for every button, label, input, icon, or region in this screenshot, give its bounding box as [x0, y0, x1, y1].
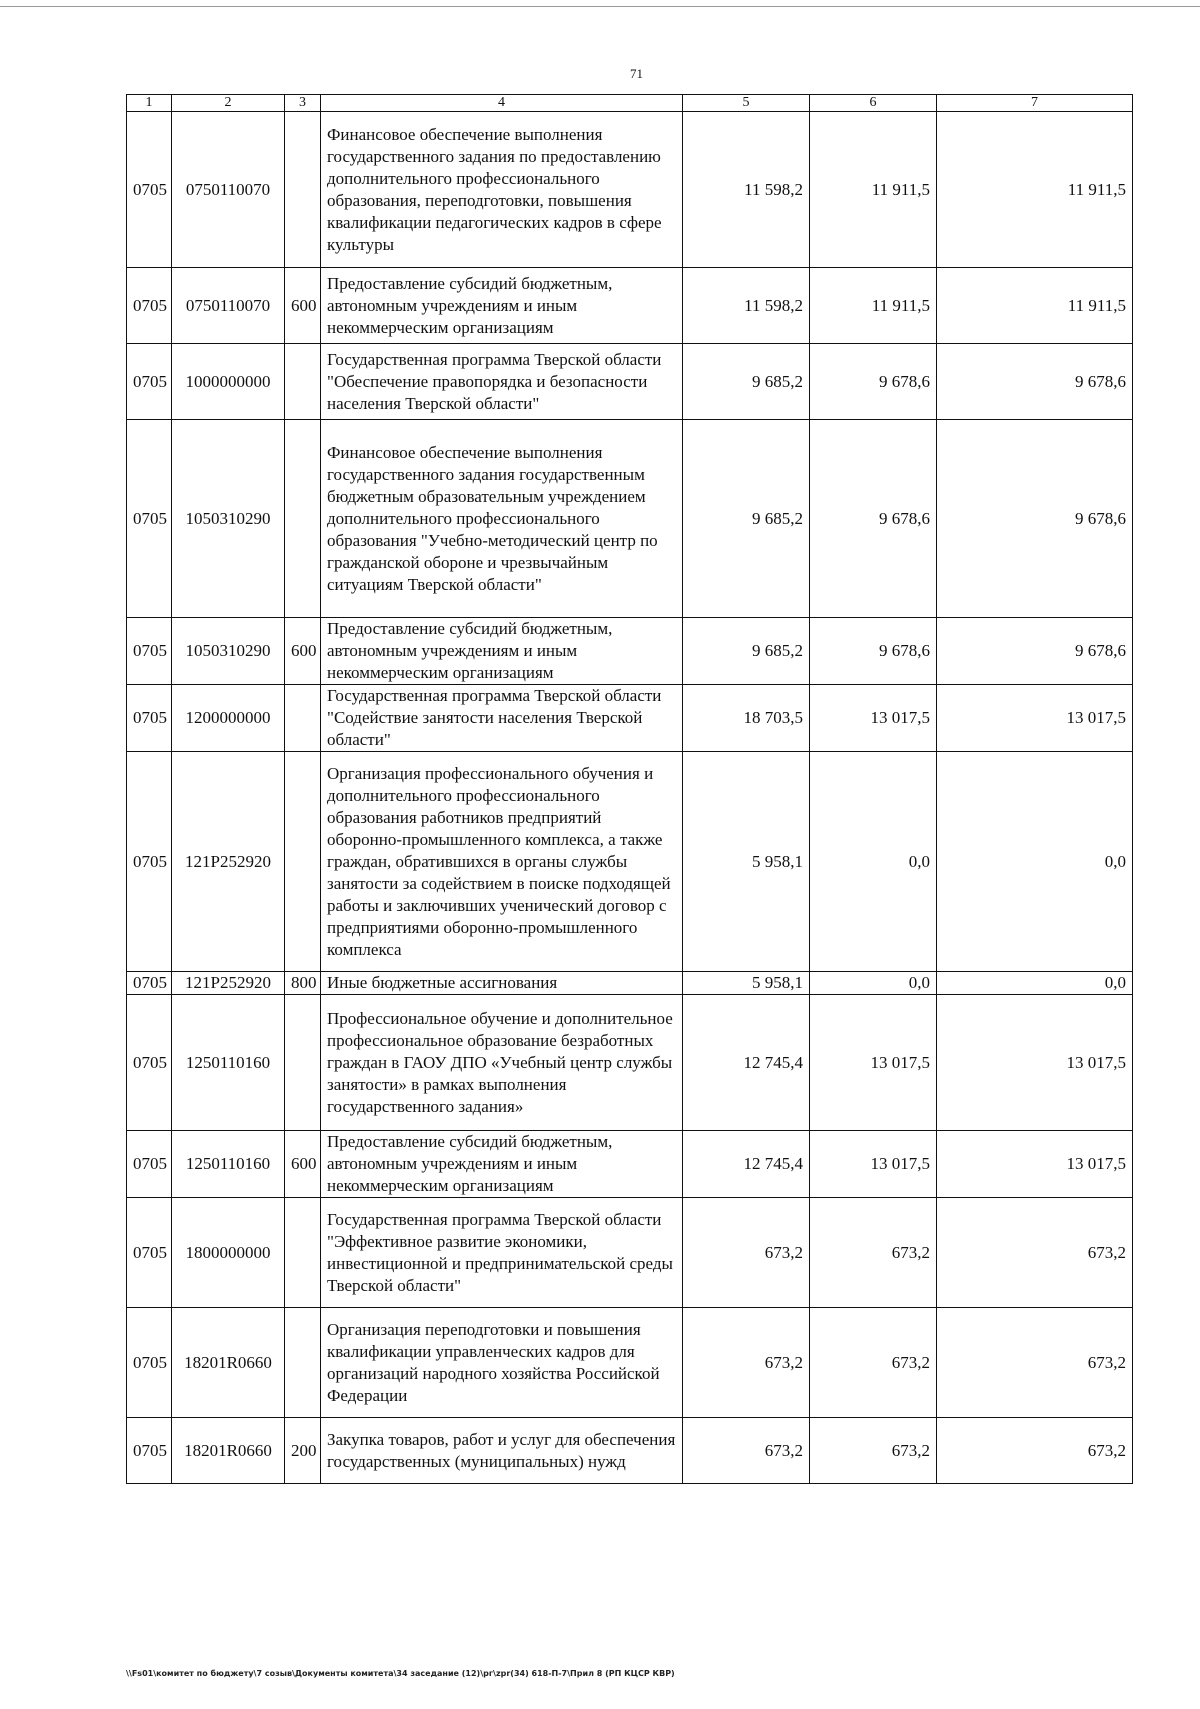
amount-year1-cell: 9 685,2: [683, 420, 810, 618]
name-cell: Государственная программа Тверской области "Обеспечение правопорядка и безопасности населения Тверской области": [321, 344, 683, 420]
vr-cell: [285, 1308, 321, 1418]
amount-year2-cell: 11 911,5: [810, 268, 937, 344]
amount-year3-cell: 11 911,5: [937, 112, 1133, 268]
page-number: 71: [630, 66, 643, 81]
amount-year3-cell: 673,2: [937, 1308, 1133, 1418]
budget-table: [126, 94, 1133, 1484]
vr-cell: 600: [285, 618, 321, 685]
csr-cell: 1250110160: [172, 1131, 285, 1198]
name-cell: Закупка товаров, работ и услуг для обеспечения государственных (муниципальных) нужд: [321, 1418, 683, 1484]
name-cell: Иные бюджетные ассигнования: [321, 972, 683, 995]
name-cell: Организация переподготовки и повышения квалификации управленческих кадров для организаций народного хозяйства Российской Федерации: [321, 1308, 683, 1418]
name-cell: Финансовое обеспечение выполнения государственного задания государственным бюджетным образовательным учреждением дополнительного профессионального образования "Учебно-методический центр по гражданской обороне и чрезвычайным ситуациям Тверской области": [321, 420, 683, 618]
amount-year2-cell: 9 678,6: [810, 420, 937, 618]
vr-cell: 600: [285, 1131, 321, 1198]
table-row: [127, 752, 1133, 972]
csr-cell: 121P252920: [172, 972, 285, 995]
file-path-footer: \\Fs01\комитет по бюджету\7 созыв\Документы комитета\34 заседание (12)\рг\zpr(34) 618-П-7\Прил 8 (РП КЦСР КВР): [126, 1669, 675, 1678]
amount-year2-cell: 9 678,6: [810, 618, 937, 685]
csr-cell: 1200000000: [172, 685, 285, 752]
vr-cell: 200: [285, 1418, 321, 1484]
vr-cell: [285, 1198, 321, 1308]
header-cell-5: 5: [683, 95, 810, 112]
name-cell: Организация профессионального обучения и дополнительного профессионального образования работников предприятий оборонно-промышленного комплекса, а также граждан, обратившихся в органы службы занятости за содействием в поиске подходящей работы и заключивших ученический договор с предприятиями оборонно-промышленного комплекса: [321, 752, 683, 972]
name-cell: Государственная программа Тверской области "Эффективное развитие экономики, инвестиционной и предпринимательской среды Тверской области": [321, 1198, 683, 1308]
razdel-cell: 0705: [127, 972, 172, 995]
name-cell: Финансовое обеспечение выполнения государственного задания по предоставлению дополнительного профессионального образования, переподготовки, повышения квалификации педагогических кадров в сфере культуры: [321, 112, 683, 268]
csr-cell: 1000000000: [172, 344, 285, 420]
name-cell: Государственная программа Тверской области "Содействие занятости населения Тверской области": [321, 685, 683, 752]
vr-cell: 600: [285, 268, 321, 344]
amount-year2-cell: 13 017,5: [810, 685, 937, 752]
header-cell-6: 6: [810, 95, 937, 112]
vr-cell: [285, 344, 321, 420]
amount-year3-cell: 0,0: [937, 752, 1133, 972]
table-row: [127, 972, 1133, 995]
table-row: [127, 995, 1133, 1131]
name-cell: Профессиональное обучение и дополнительное профессиональное образование безработных граждан в ГАОУ ДПО «Учебный центр службы занятости» в рамках выполнения государственного задания»: [321, 995, 683, 1131]
amount-year2-cell: 0,0: [810, 972, 937, 995]
table-row: [127, 1131, 1133, 1198]
amount-year2-cell: 9 678,6: [810, 344, 937, 420]
amount-year3-cell: 673,2: [937, 1198, 1133, 1308]
amount-year1-cell: 11 598,2: [683, 112, 810, 268]
header-cell-7: 7: [937, 95, 1133, 112]
amount-year1-cell: 673,2: [683, 1418, 810, 1484]
amount-year3-cell: 673,2: [937, 1418, 1133, 1484]
amount-year1-cell: 12 745,4: [683, 1131, 810, 1198]
csr-cell: 1050310290: [172, 420, 285, 618]
amount-year1-cell: 9 685,2: [683, 618, 810, 685]
csr-cell: 1250110160: [172, 995, 285, 1131]
razdel-cell: 0705: [127, 995, 172, 1131]
amount-year3-cell: 0,0: [937, 972, 1133, 995]
name-cell: Предоставление субсидий бюджетным, автономным учреждениям и иным некоммерческим организациям: [321, 268, 683, 344]
header-cell-3: 3: [285, 95, 321, 112]
table-row: [127, 268, 1133, 344]
amount-year1-cell: 673,2: [683, 1308, 810, 1418]
csr-cell: 1800000000: [172, 1198, 285, 1308]
amount-year1-cell: 673,2: [683, 1198, 810, 1308]
csr-cell: 0750110070: [172, 268, 285, 344]
amount-year2-cell: 673,2: [810, 1418, 937, 1484]
csr-cell: 18201R0660: [172, 1308, 285, 1418]
table-row: [127, 112, 1133, 268]
csr-cell: 0750110070: [172, 112, 285, 268]
amount-year3-cell: 9 678,6: [937, 344, 1133, 420]
table-row: [127, 685, 1133, 752]
table-header-row: [127, 95, 1133, 112]
amount-year1-cell: 11 598,2: [683, 268, 810, 344]
table-row: [127, 1418, 1133, 1484]
name-cell: Предоставление субсидий бюджетным, автономным учреждениям и иным некоммерческим организациям: [321, 618, 683, 685]
razdel-cell: 0705: [127, 268, 172, 344]
header-cell-2: 2: [172, 95, 285, 112]
amount-year3-cell: 13 017,5: [937, 685, 1133, 752]
amount-year3-cell: 9 678,6: [937, 420, 1133, 618]
razdel-cell: 0705: [127, 1198, 172, 1308]
amount-year1-cell: 9 685,2: [683, 344, 810, 420]
amount-year2-cell: 0,0: [810, 752, 937, 972]
csr-cell: 121P252920: [172, 752, 285, 972]
amount-year2-cell: 13 017,5: [810, 1131, 937, 1198]
table-row: [127, 1198, 1133, 1308]
vr-cell: [285, 685, 321, 752]
csr-cell: 1050310290: [172, 618, 285, 685]
table-row: [127, 420, 1133, 618]
amount-year1-cell: 12 745,4: [683, 995, 810, 1131]
razdel-cell: 0705: [127, 1418, 172, 1484]
razdel-cell: 0705: [127, 112, 172, 268]
amount-year3-cell: 13 017,5: [937, 995, 1133, 1131]
razdel-cell: 0705: [127, 752, 172, 972]
razdel-cell: 0705: [127, 420, 172, 618]
amount-year2-cell: 673,2: [810, 1308, 937, 1418]
amount-year1-cell: 18 703,5: [683, 685, 810, 752]
razdel-cell: 0705: [127, 1308, 172, 1418]
name-cell: Предоставление субсидий бюджетным, автономным учреждениям и иным некоммерческим организациям: [321, 1131, 683, 1198]
amount-year2-cell: 673,2: [810, 1198, 937, 1308]
header-cell-1: 1: [127, 95, 172, 112]
razdel-cell: 0705: [127, 685, 172, 752]
amount-year1-cell: 5 958,1: [683, 972, 810, 995]
razdel-cell: 0705: [127, 344, 172, 420]
table-row: [127, 1308, 1133, 1418]
header-cell-4: 4: [321, 95, 683, 112]
vr-cell: 800: [285, 972, 321, 995]
vr-cell: [285, 420, 321, 618]
amount-year1-cell: 5 958,1: [683, 752, 810, 972]
table-row: [127, 618, 1133, 685]
vr-cell: [285, 995, 321, 1131]
amount-year3-cell: 11 911,5: [937, 268, 1133, 344]
amount-year3-cell: 9 678,6: [937, 618, 1133, 685]
csr-cell: 18201R0660: [172, 1418, 285, 1484]
amount-year3-cell: 13 017,5: [937, 1131, 1133, 1198]
vr-cell: [285, 752, 321, 972]
amount-year2-cell: 11 911,5: [810, 112, 937, 268]
scan-top-edge: [0, 6, 1200, 7]
table-row: [127, 344, 1133, 420]
vr-cell: [285, 112, 321, 268]
razdel-cell: 0705: [127, 618, 172, 685]
razdel-cell: 0705: [127, 1131, 172, 1198]
amount-year2-cell: 13 017,5: [810, 995, 937, 1131]
